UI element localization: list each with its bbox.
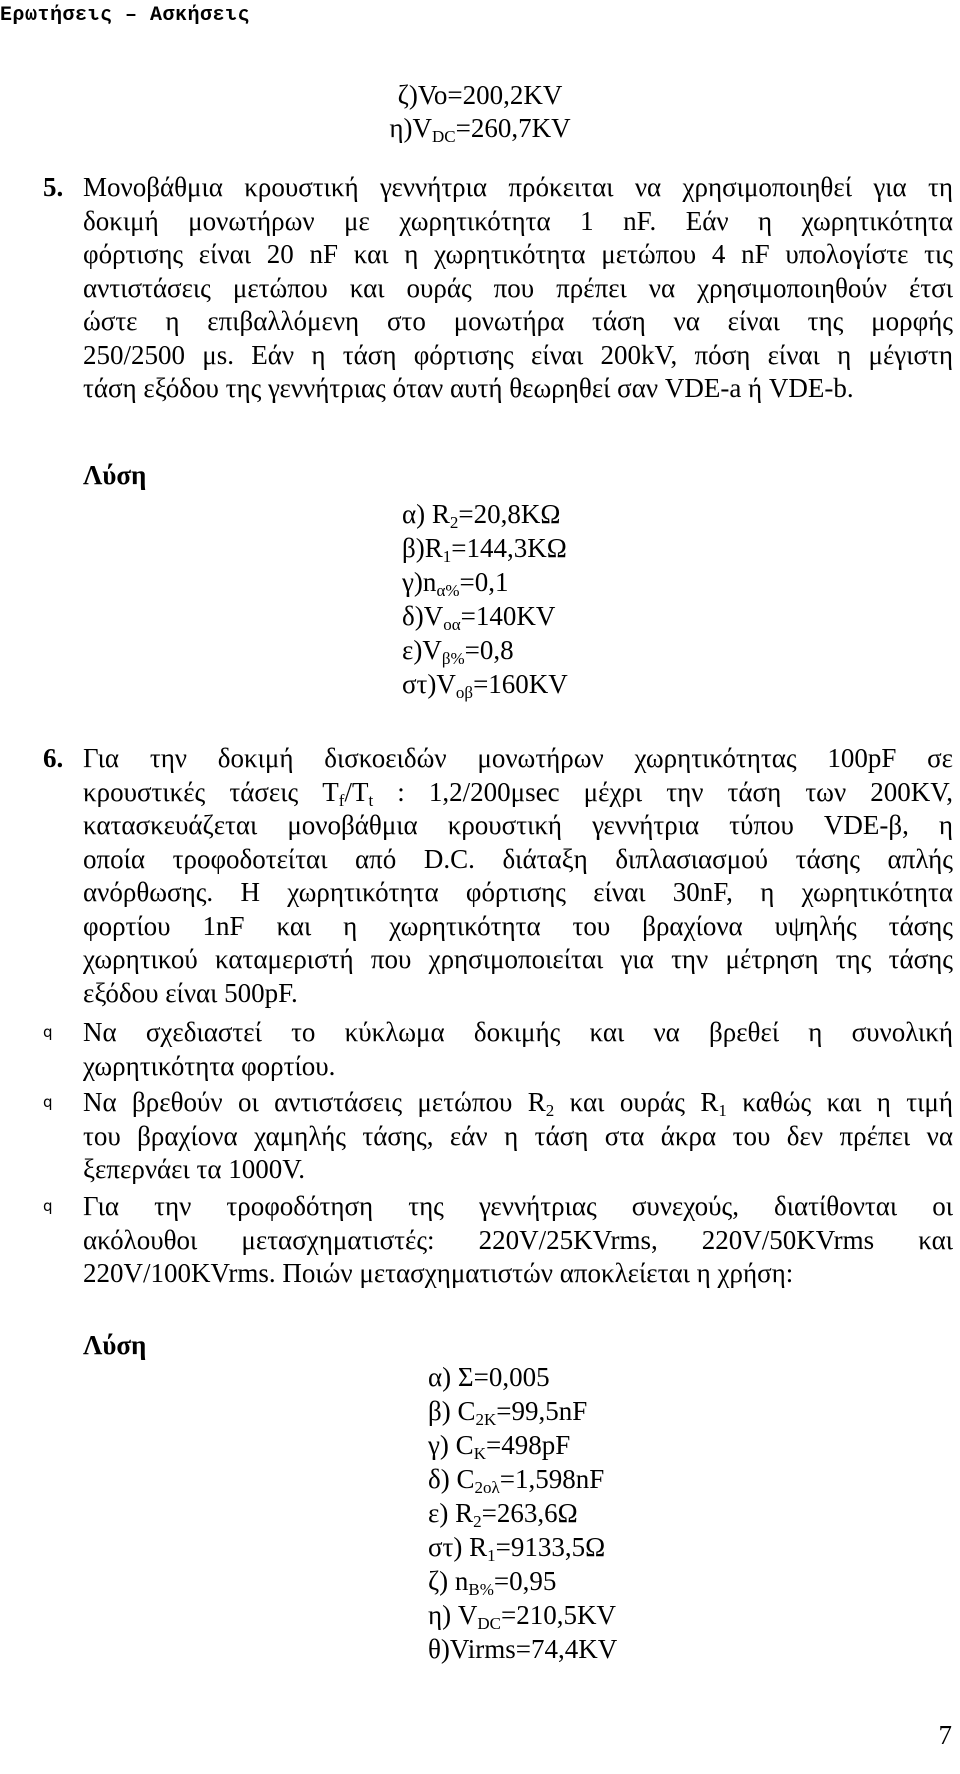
problem-6-line: οποία τροφοδοτείται από D.C. διάταξη διπλασιασμού τάσης απλής bbox=[83, 843, 953, 874]
problem-6-number: 6. bbox=[43, 743, 64, 773]
answer-st: $\sigma\tau)V_{o\beta}=160KV$ bbox=[402, 669, 568, 702]
bullet-line: Για την τροφοδότηση της γεννήτριας συνεχούς, διατίθονται οι bbox=[83, 1191, 953, 1221]
answer-b: $\beta)R_1=144,3K\Omega$ bbox=[402, 533, 567, 566]
answer-a: α) Σ=0,005 bbox=[428, 1362, 550, 1392]
answer-e: ε) $R_2=263,6\Omega$ bbox=[428, 1498, 578, 1531]
problem-6-text bbox=[43, 742, 954, 1010]
answer-z: ζ) $n_{B\%}=0,95$ bbox=[428, 1566, 557, 1599]
section-header: Ερωτήσεις – Ασκήσεις bbox=[0, 4, 251, 27]
problem-6-line: κρουστικές τάσεις $T_f/T_t$ : 1,2/200μsec μέχρι την τάση των 200KV, bbox=[83, 776, 954, 810]
problem-6-line: φορτίου 1nF και η χωρητικότητα του βραχίονα υψηλής τάσης bbox=[83, 910, 953, 941]
problem-6-line: ανόρθωσης. Η χωρητικότητα φόρτισης είναι 30nF, η χωρητικότητα bbox=[83, 877, 953, 907]
answer-g: $\gamma)n_{\alpha\%}=0,1$ bbox=[402, 567, 509, 600]
problem-5-line: 250/2500 μs. Εάν η τάση φόρτισης είναι 200kV, πόση είναι η μέγιστη bbox=[83, 339, 953, 370]
problem-5-line: φόρτισης είναι 20 nF και η χωρητικότητα μετώπου 4 nF υπολογίστε τις bbox=[83, 239, 953, 269]
bullet-icon: q bbox=[43, 1093, 53, 1111]
bullet-line: ακόλουθοι μετασχηματιστές: 220V/25KVrms, 220V/50KVrms και bbox=[83, 1224, 953, 1255]
problem-6-line: χωρητικού καταμεριστή που χρησιμοποιείται για την μέτρηση της τάσης bbox=[83, 944, 953, 974]
answer-e: $\varepsilon)V_{\beta\%}=0,8$ bbox=[402, 635, 514, 668]
problem-5-line: ώστε η επιβαλλόμενη στο μονωτήρα τάση να είναι της μορφής bbox=[83, 306, 953, 336]
bullet-line: Να σχεδιαστεί το κύκλωμα δοκιμής και να βρεθεί η συνολική bbox=[83, 1017, 953, 1047]
answer-a: α) $R_2=20,8K\Omega$ bbox=[402, 499, 561, 532]
problem-5-line: αντιστάσεις μετώπου και ουράς που πρέπει να χρησιμοποιηθούν έτσι bbox=[83, 272, 953, 303]
bullet-line: Να βρεθούν οι αντιστάσεις μετώπου $R_2$ και ουράς $R_1$ καθώς και η τιμή bbox=[83, 1087, 953, 1120]
problem-6-line: εξόδου είναι 500pF. bbox=[83, 977, 298, 1008]
problem-5-solution-label: Λύση bbox=[83, 460, 147, 490]
problem-5-line: Μονοβάθμια κρουστική γεννήτρια πρόκειται να χρησιμοποιηθεί για τη bbox=[83, 172, 953, 202]
problem-6-bullet-3 bbox=[43, 1190, 953, 1291]
problem-6-bullet-2 bbox=[43, 1086, 953, 1187]
answer-st: στ) $R_1=9133,5\Omega$ bbox=[428, 1532, 606, 1565]
page-number: 7 bbox=[938, 1720, 952, 1750]
problem-5-text bbox=[43, 171, 953, 406]
answer-g: γ) $C_K=498pF$ bbox=[428, 1430, 571, 1463]
problem-6-line: κατασκευάζεται μονοβάθμια κρουστική γεννήτρια τύπου VDE-β, η bbox=[83, 810, 953, 840]
answer-d: δ) $C_{2o\lambda}=1,598nF$ bbox=[428, 1464, 605, 1497]
answer-th: θ)Virms=74,4KV bbox=[428, 1634, 618, 1664]
answer-b: β) $C_{2K}=99,5nF$ bbox=[428, 1396, 588, 1429]
bullet-line: ξεπερνάει τα 1000V. bbox=[83, 1154, 306, 1184]
prev-answer-z: ζ)Vo=200,2KV bbox=[397, 80, 563, 110]
bullet-icon: q bbox=[43, 1023, 53, 1041]
bullet-line: του βραχίονα χαμηλής τάσης, εάν η τάση στα άκρα του δεν πρέπει να bbox=[83, 1120, 953, 1151]
prev-answer-h: $\eta)V_{DC}=260,7KV$ bbox=[389, 113, 571, 146]
problem-6-bullet-1 bbox=[43, 1016, 953, 1083]
problem-6-solution-label: Λύση bbox=[83, 1330, 147, 1360]
bullet-line: χωρητικότητα φορτίου. bbox=[83, 1050, 336, 1081]
answer-h: η) $V_{DC}=210,5KV$ bbox=[428, 1600, 616, 1633]
problem-5-line: δοκιμή μονωτήρων με χωρητικότητα 1 nF. Εάν η χωρητικότητα bbox=[83, 205, 953, 236]
problem-5-number: 5. bbox=[43, 172, 64, 202]
answer-d: $\delta)V_{o\alpha}=140KV$ bbox=[402, 601, 556, 634]
bullet-line: 220V/100KVrms. Ποιών μετασχηματιστών αποκλείεται η χρήση: bbox=[83, 1258, 794, 1288]
problem-6-answers bbox=[428, 1360, 617, 1666]
problem-5-line: τάση εξόδου της γεννήτριας όταν αυτή θεωρηθεί σαν VDE-a ή VDE-b. bbox=[83, 373, 854, 403]
problem-5-answers bbox=[402, 497, 568, 701]
bullet-icon: q bbox=[43, 1197, 53, 1215]
problem-6-line: Για την δοκιμή δισκοειδών μονωτήρων χωρητικότητας 100pF σε bbox=[83, 743, 953, 773]
